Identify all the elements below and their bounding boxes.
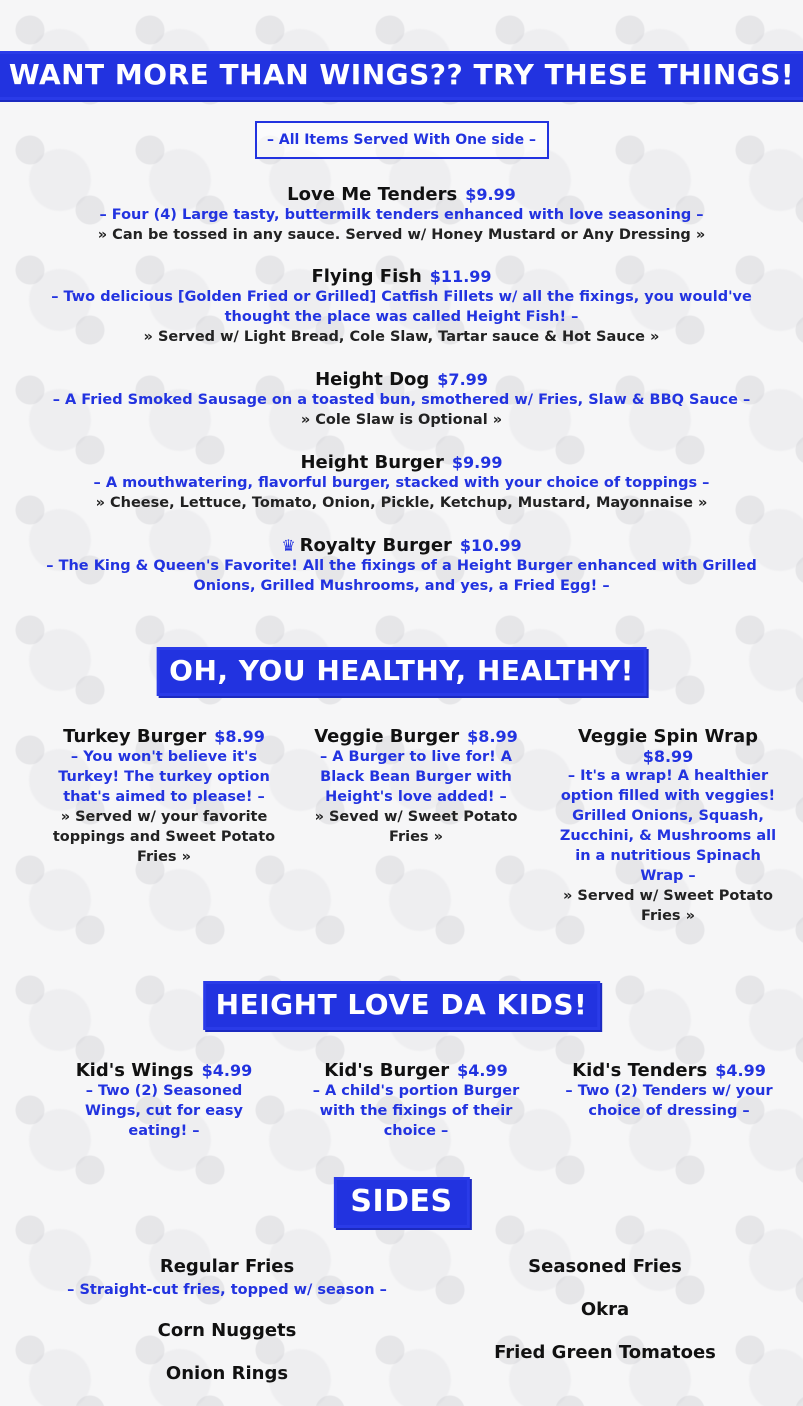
banner-sides: SIDES — [336, 1180, 466, 1225]
item-name: Height Dog — [315, 369, 430, 390]
item-description: – A mouthwatering, flavorful burger, stacked with your choice of toppings – — [93, 475, 710, 491]
crown-icon: ♛ — [281, 536, 296, 555]
item-price: $7.99 — [437, 370, 488, 389]
menu-item-royalty-burger — [0, 535, 803, 596]
item-name: Veggie Spin Wrap — [577, 726, 759, 747]
menu-item-love-me-tenders — [0, 184, 803, 245]
banner-healthy: OH, YOU HEALTHY, HEALTHY! — [159, 650, 644, 693]
item-price: $4.99 — [457, 1061, 508, 1080]
item-description: – Two delicious [Golden Fried or Grilled] Catfish Fillets w/ all the fixings, you would've thought the place was called Height Fish! – — [51, 289, 752, 325]
item-name: Veggie Burger — [314, 726, 460, 747]
item-name: Kid's Burger — [324, 1060, 450, 1081]
item-price: $8.99 — [467, 727, 518, 746]
item-name: Flying Fish — [311, 266, 422, 287]
item-name: Height Burger — [300, 452, 444, 473]
item-description: – You won't believe it's Turkey! The turkey option that's aimed to please! – — [58, 749, 270, 805]
item-name: Kid's Tenders — [572, 1060, 708, 1081]
side-seasoned-fries: Seasoned Fries — [528, 1256, 682, 1277]
kids-item-burger — [310, 1060, 522, 1141]
item-description: – Four (4) Large tasty, buttermilk tenders enhanced with love seasoning – — [99, 207, 704, 223]
item-description: – A Burger to live for! A Black Bean Burger with Height's love added! – — [319, 749, 513, 805]
item-description: – Two (2) Seasoned Wings, cut for easy eating! – — [85, 1083, 243, 1139]
menu-item-flying-fish — [0, 266, 803, 347]
item-price: $8.99 — [214, 727, 265, 746]
side-corn-nuggets: Corn Nuggets — [157, 1320, 297, 1341]
item-price: $4.99 — [201, 1061, 253, 1080]
item-price: $10.99 — [459, 536, 522, 555]
item-extra: » Served w/ your favorite toppings and Sweet Potato Fries » — [52, 809, 276, 865]
healthy-item-veggie-spin-wrap — [556, 726, 780, 926]
side-okra: Okra — [580, 1299, 630, 1320]
kids-item-tenders — [556, 1060, 782, 1121]
item-extra: » Can be tossed in any sauce. Served w/ Honey Mustard or Any Dressing » — [97, 227, 706, 243]
item-name: Kid's Wings — [75, 1060, 194, 1081]
served-with-side-note: – All Items Served With One side – — [255, 121, 549, 159]
item-price: $9.99 — [451, 453, 503, 472]
menu-item-height-dog — [0, 369, 803, 430]
item-description: – It's a wrap! A healthier option filled with veggies! Grilled Onions, Squash, Zucchini, & Mushrooms all in a nutritious Spinach Wrap – — [559, 768, 777, 884]
item-description: – Two (2) Tenders w/ your choice of dressing – — [565, 1083, 773, 1119]
item-name: Turkey Burger — [63, 726, 207, 747]
item-price: $8.99 — [642, 747, 694, 766]
item-name: Royalty Burger — [299, 535, 452, 556]
kids-item-wings — [62, 1060, 266, 1141]
item-description: – A Fried Smoked Sausage on a toasted bun, smothered w/ Fries, Slaw & BBQ Sauce – — [52, 392, 751, 408]
item-extra: » Cheese, Lettuce, Tomato, Onion, Pickle, Ketchup, Mustard, Mayonnaise » — [95, 495, 708, 511]
item-price: $11.99 — [429, 267, 492, 286]
banner-more-than-wings: WANT MORE THAN WINGS?? TRY THESE THINGS! — [0, 54, 803, 97]
side-onion-rings: Onion Rings — [165, 1363, 289, 1384]
side-regular-fries: Regular Fries — [159, 1256, 295, 1277]
item-description: – A child's portion Burger with the fixings of their choice – — [312, 1083, 520, 1139]
menu-item-height-burger — [0, 452, 803, 513]
banner-kids: HEIGHT LOVE DA KIDS! — [206, 984, 598, 1027]
item-extra: » Seved w/ Sweet Potato Fries » — [314, 809, 518, 845]
item-extra: » Served w/ Light Bread, Cole Slaw, Tartar sauce & Hot Sauce » — [143, 329, 660, 345]
item-extra: » Cole Slaw is Optional » — [300, 412, 503, 428]
item-name: Love Me Tenders — [287, 184, 458, 205]
side-fried-green-tomatoes: Fried Green Tomatoes — [494, 1342, 716, 1363]
side-regular-fries-desc: – Straight-cut fries, topped w/ season – — [67, 1282, 387, 1298]
item-description: – The King & Queen's Favorite! All the fixings of a Height Burger enhanced with Grilled Onions, Grilled Mushrooms, and yes, a Fried Egg! – — [46, 558, 757, 594]
healthy-item-turkey-burger — [52, 726, 276, 867]
healthy-item-veggie-burger — [304, 726, 528, 847]
item-extra: » Served w/ Sweet Potato Fries » — [563, 888, 773, 924]
item-price: $4.99 — [715, 1061, 766, 1080]
item-price: $9.99 — [465, 185, 516, 204]
